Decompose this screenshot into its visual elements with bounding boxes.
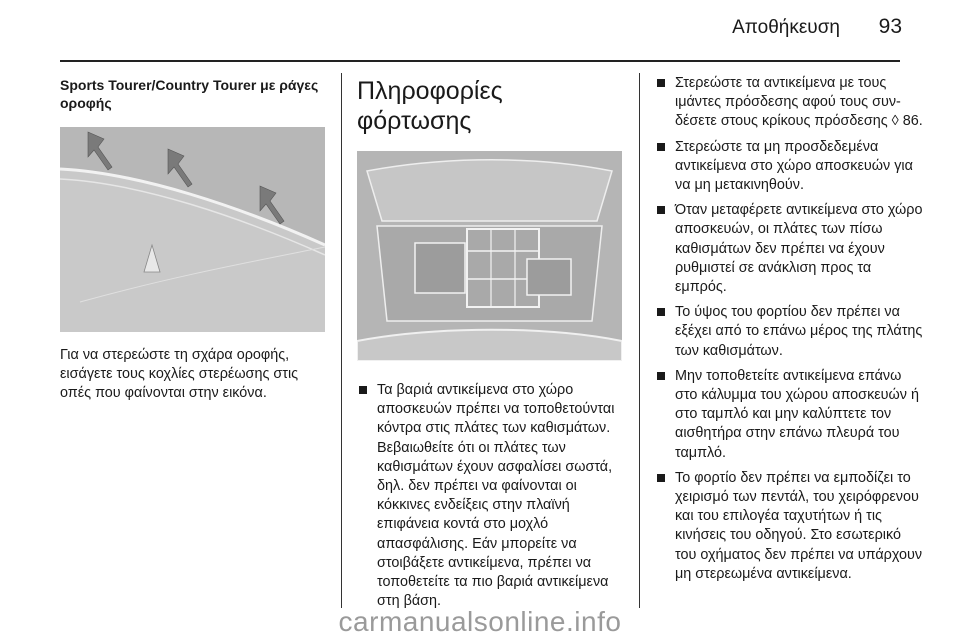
loading-bullets bbox=[357, 381, 622, 611]
column-1 bbox=[60, 76, 325, 404]
roof-rack-instructions: Για να στερεώστε τη σχάρα οροφής, εισάγετε τους κοχλίες στερέωσης στις οπές που φαίνονται στην εικόνα. bbox=[60, 347, 299, 402]
section-subheading: Sports Tourer/Country Tourer με ράγες οροφής bbox=[60, 77, 319, 111]
list-item: Το φορτίο δεν πρέπει να εμποδίζει το χειρισμό των πεντάλ, του χειρόφρενου και του επιλογέα ταχυτήτων ή τις κινήσεις του οδηγού. Στο εσωτερικό του οχήματος δεν πρέπει να υπάρχουν μη στερεωμένα αντικείμενα. bbox=[655, 469, 925, 584]
list-item: Όταν μεταφέρετε αντικείμενα στο χώρο αποσκευών, οι πλάτες των πίσω καθισμάτων δεν πρέπει να έχουν ρυθμιστεί σε ανάκλιση προς τα εμπρός. bbox=[655, 201, 925, 297]
list-item: Το ύψος του φορτίου δεν πρέπει να εξέχει από το επάνω μέρος της πλάτης των καθισμάτων. bbox=[655, 303, 925, 361]
watermark: carmanualsonline.info bbox=[338, 606, 622, 637]
loading-bullets-continued bbox=[655, 74, 925, 584]
column-3 bbox=[655, 74, 925, 590]
column-divider-1 bbox=[341, 73, 342, 608]
list-item: Μην τοποθετείτε αντικείμενα επάνω στο κάλυμμα του χώρου αποσκευών ή στο ταμπλό και μην καλύπτετε τον αισθητήρα στην επάνω πλευρά του ταμπλό. bbox=[655, 367, 925, 463]
trunk-drawing bbox=[357, 151, 622, 361]
header-rule bbox=[60, 60, 900, 62]
roof-rail-drawing bbox=[60, 127, 325, 332]
page-number: 93 bbox=[878, 15, 902, 38]
column-2 bbox=[357, 76, 622, 617]
list-item: Τα βαριά αντικείμενα στο χώρο αποσκευών πρέπει να τοποθετούνται κόντρα στις πλάτες των καθισμάτων. Βεβαιωθείτε ότι οι πλάτες των καθισμάτων έχουν ασφαλίσει σωστά, δηλ. δεν πρέπει να φαίνονται οι κόκκινες ενδείξεις στην πλαϊνή επιφάνεια κοντά στο μοχλό απασφάλισης. Εάν μπορείτε να στοιβάξετε αντικείμενα, πρέπει να τοποθετείτε τα πιο βαριά αντικείμενα στη βάση. bbox=[357, 381, 622, 611]
list-item: Στερεώστε τα αντικείμενα με τους ιμάντες πρόσδεσης αφού τους συνδέσετε στους κρίκους πρόσδεσης ◊ 86. bbox=[655, 74, 925, 132]
roof-rail-illustration bbox=[60, 127, 325, 332]
list-item: Στερεώστε τα μη προσδεδεμένα αντικείμενα στο χώρο αποσκευών για να μη μετακινηθούν. bbox=[655, 138, 925, 196]
column-divider-2 bbox=[639, 73, 640, 608]
trunk-loading-illustration bbox=[357, 151, 622, 361]
section-heading: Πληροφορίες φόρτωσης bbox=[357, 77, 503, 135]
running-header-title: Αποθήκευση bbox=[732, 17, 840, 38]
